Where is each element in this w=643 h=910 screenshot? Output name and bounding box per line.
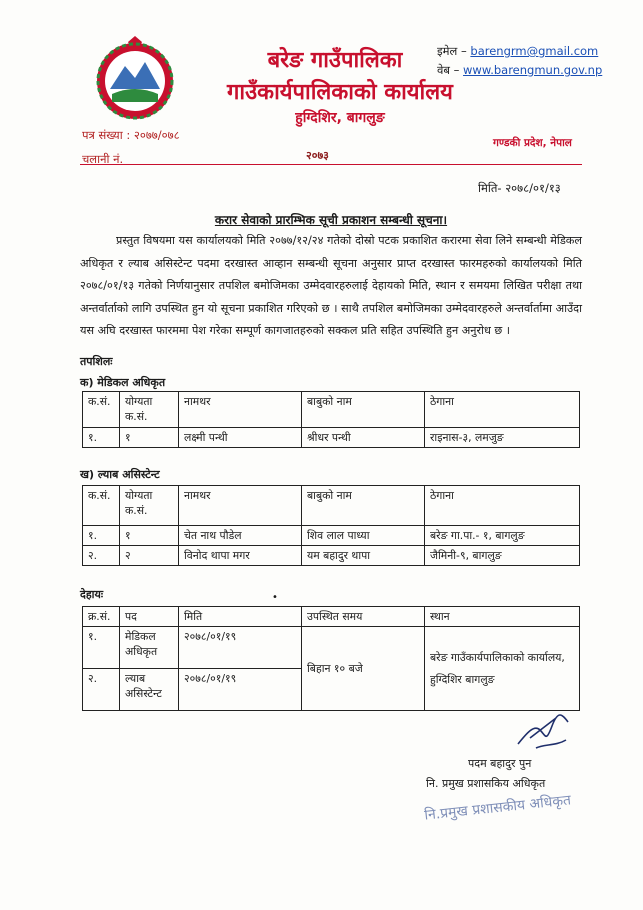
- notice-subject: करार सेवाको प्रारम्भिक सूची प्रकाशन सम्बन्धी सूचना।: [214, 213, 448, 227]
- table-cell: २०७८/०१/१९: [179, 627, 302, 669]
- col-header: योग्यता क.सं.: [120, 392, 179, 428]
- office-name-line2: गाउँकार्यपालिकाको कार्यालय: [227, 80, 453, 105]
- stray-mark: •: [272, 592, 278, 603]
- table-cell: राइनास-३, लमजुङ: [425, 428, 580, 448]
- table-cell: १: [120, 428, 179, 448]
- notice-date: मिति- २०७८/०१/१३: [478, 181, 561, 195]
- tapsil-label: तपशिलः: [80, 355, 113, 368]
- web-link[interactable]: www.barengmun.gov.np: [463, 63, 603, 77]
- col-header: क.सं.: [83, 392, 120, 428]
- signatory-title: नि. प्रमुख प्रशासकिय अधिकृत: [426, 777, 546, 790]
- table-cell: बरेङ गा.पा.- १, बागलुङ: [425, 526, 580, 546]
- table-cell: बिहान १० बजे: [302, 627, 425, 711]
- col-header: नामथर: [179, 486, 302, 526]
- province-label: गण्डकी प्रदेश, नेपाल: [493, 137, 572, 149]
- email-label: इमेल –: [437, 44, 467, 58]
- table-cell: २.: [83, 546, 120, 566]
- web-label: वेब –: [437, 63, 460, 77]
- email-link[interactable]: barengrm@gmail.com: [470, 44, 599, 58]
- col-header: बाबुको नाम: [302, 486, 425, 526]
- lab-assistant-table: [82, 485, 580, 566]
- col-header: बाबुको नाम: [302, 392, 425, 428]
- table-cell: २: [120, 546, 179, 566]
- table-cell: विनोद थापा मगर: [179, 546, 302, 566]
- table-cell: २.: [83, 669, 120, 711]
- table-cell: लक्ष्मी पन्थी: [179, 428, 302, 448]
- table-cell: श्रीधर पन्थी: [302, 428, 425, 448]
- table-cell: चेत नाथ पौडेल: [179, 526, 302, 546]
- signature-image: [516, 704, 571, 754]
- table-cell: ल्याब असिस्टेन्ट: [120, 669, 179, 711]
- section-lab-assistant-title: ख) ल्याब असिस्टेन्ट: [80, 468, 160, 481]
- office-name-line1: बरेङ गाउँपालिका: [267, 48, 403, 73]
- col-header: नामथर: [179, 392, 302, 428]
- table-cell: २०७८/०१/१९: [179, 669, 302, 711]
- table-row: [83, 526, 580, 546]
- col-header: ठेगाना: [425, 392, 580, 428]
- col-header: क्र.सं.: [83, 607, 120, 627]
- signatory-stamp: नि.प्रमुख प्रशासकीय अधिकृत: [423, 792, 572, 824]
- nepal-emblem-logo: [90, 34, 180, 124]
- notice-body: प्रस्तुत विषयमा यस कार्यालयको मिति २०७७/१२/२४ गतेको दोस्रो पटक प्रकाशित करारमा सेवा लिने सम्बन्धी मेडिकल अधिकृत र ल्याब असिस्टेन्ट पदमा दरखास्त आव्हान सम्बन्धी सूचना अनुसार प्राप्त दरखास्त फारमहरुको कार्यालयको मिति २०७८/०१/१३ गतेको निर्णयानुसार तपशिल बमोजिमका उम्मेदवारहरुलाई देहायको मिति, स्थान र समयमा लिखित परीक्षा तथा अन्तर्वार्ताको लागि उपस्थित हुन यो सूचना प्रकाशित गरिएको छ । साथै तपशिल बमोजिमका उम्मेदवारहरुले अन्तर्वार्तामा आउँदा यस अघि दरखास्त फारममा पेश गरेका सम्पूर्ण कागजातहरुको सक्कल प्रति सहित उपस्थिति हुन अनुरोध छ ।: [80, 234, 582, 337]
- patra-sankhya: पत्र संख्या : २०७७/०७८: [82, 128, 180, 142]
- col-header: मिति: [179, 607, 302, 627]
- col-header: पद: [120, 607, 179, 627]
- table-cell: १.: [83, 627, 120, 669]
- signatory-name: पदम बहादुर पुन: [468, 757, 532, 770]
- table-row: [83, 546, 580, 566]
- col-header: स्थान: [425, 607, 580, 627]
- medical-officer-table: [82, 391, 580, 448]
- col-header: योग्यता क.सं.: [120, 486, 179, 526]
- table-cell: जैमिनी-९, बागलुङ: [425, 546, 580, 566]
- chalani-number: चलानी नं.: [82, 152, 124, 166]
- contact-block: [437, 42, 602, 80]
- table-cell: मेडिकल अधिकृत: [120, 627, 179, 669]
- col-header: उपस्थित समय: [302, 607, 425, 627]
- col-header: क.सं.: [83, 486, 120, 526]
- header-divider: [80, 164, 582, 165]
- table-row: [83, 428, 580, 448]
- table-row: [83, 627, 580, 669]
- table-cell: शिव लाल पाध्या: [302, 526, 425, 546]
- table-cell: १: [120, 526, 179, 546]
- table-cell: यम बहादुर थापा: [302, 546, 425, 566]
- dehay-title: देहायः: [80, 588, 104, 601]
- col-header: ठेगाना: [425, 486, 580, 526]
- stamp-year: २०७३: [306, 149, 329, 162]
- table-cell: बरेङ गाउँकार्यपालिकाको कार्यालय, हुग्दिशिर बागलुङ: [425, 627, 580, 711]
- table-cell: १.: [83, 526, 120, 546]
- table-cell: १.: [83, 428, 120, 448]
- office-location: हुग्दिशिर, बागलुङ: [295, 110, 385, 126]
- exam-schedule-table: [82, 606, 580, 711]
- section-medical-officer-title: क) मेडिकल अधिकृत: [80, 376, 166, 389]
